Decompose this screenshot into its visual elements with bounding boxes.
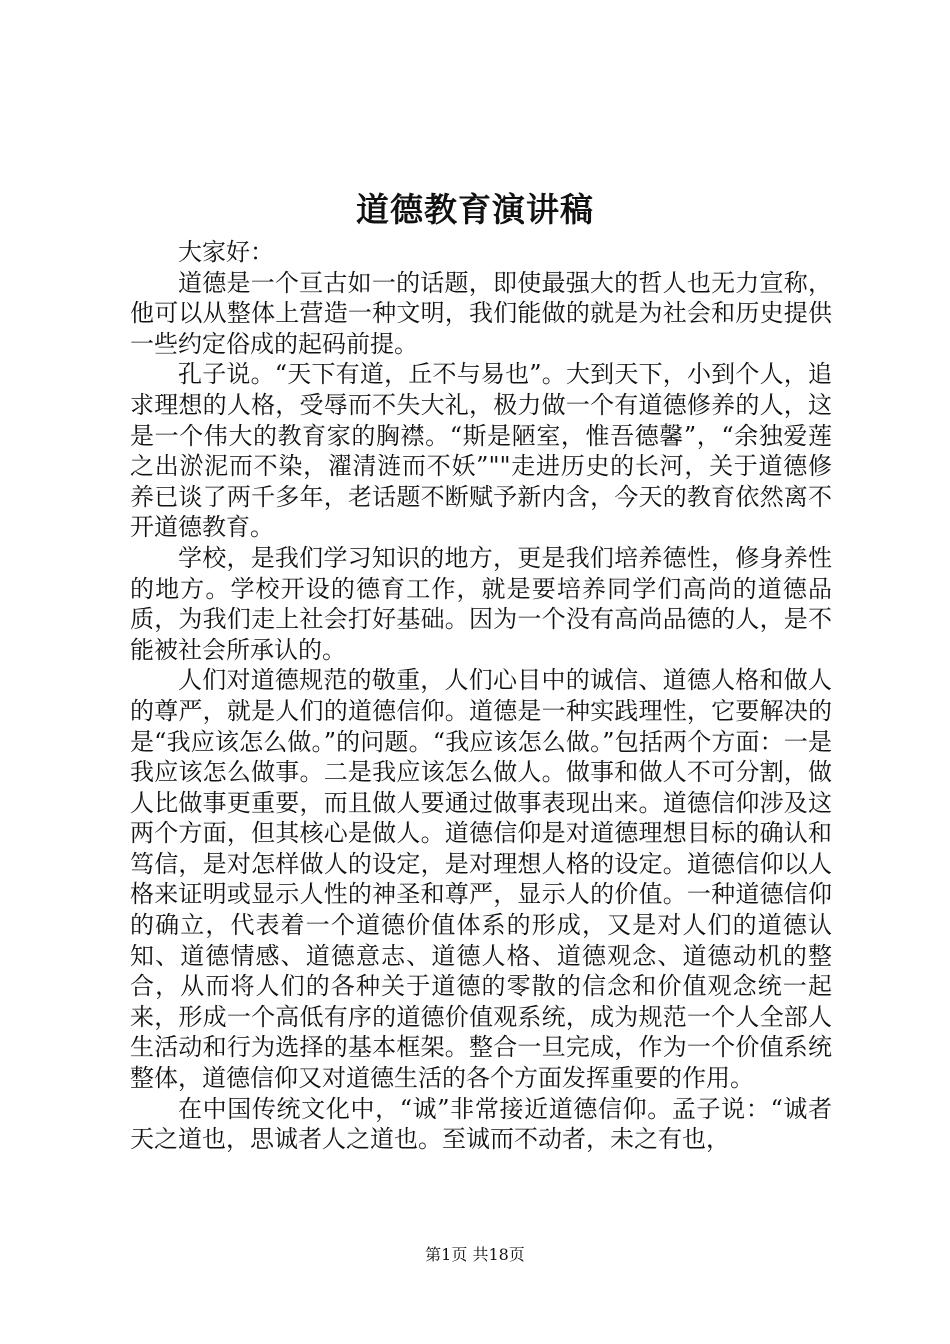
page-number-footer: 第1页 共18页 (425, 1245, 525, 1264)
body-paragraph: 道德是一个亘古如一的话题，即使最强大的哲人也无力宣称，他可以从整体上营造一种文明，我们能做的就是为社会和历史提供一些约定俗成的起码前提。 (130, 268, 832, 358)
document-title: 道德教育演讲稿 (356, 190, 594, 229)
body-paragraph: 人们对道德规范的敬重，人们心目中的诚信、道德人格和做人的尊严，就是人们的道德信仰。道德是一种实践理性，它要解决的是“我应该怎么做。”的问题。“我应该怎么做。”包括两个方面：一是我应该怎么做事。二是我应该怎么做人。做事和做人不可分割，做人比做事更重要，而且做人要通过做事表现出来。道德信仰涉及这两个方面，但其核心是做人。道德信仰是对道德理想目标的确认和笃信，是对怎样做人的设定，是对理想人格的设定。道德信仰以人格来证明或显示人性的神圣和尊严，显示人的价值。一种道德信仰的确立，代表着一个道德价值体系的形成，又是对人们的道德认知、道德情感、道德意志、道德人格、道德观念、道德动机的整合，从而将人们的各种关于道德的零散的信念和价值观念统一起来，形成一个高低有序的道德价值观系统，成为规范一个人全部人生活动和行为选择的基本框架。整合一旦完成，作为一个价值系统整体，道德信仰又对道德生活的各个方面发挥重要的作用。 (130, 666, 832, 1093)
body-paragraph: 学校，是我们学习知识的地方，更是我们培养德性，修身养性的地方。学校开设的德育工作，就是要培养同学们高尚的道德品质，为我们走上社会打好基础。因为一个没有高尚品德的人，是不能被社会所承认的。 (130, 543, 832, 664)
body-paragraph: 孔子说。“天下有道，丘不与易也”。大到天下，小到个人，追求理想的人格，受辱而不失大礼，极力做一个有道德修养的人，这是一个伟大的教育家的胸襟。“斯是陋室，惟吾德馨”，“余独爱莲之出淤泥而不染，濯清涟而不妖”""走进历史的长河，关于道德修养已谈了两千多年，老话题不断赋予新内含，今天的教育依然离不开道德教育。 (130, 360, 832, 542)
document-body (130, 237, 832, 1155)
body-paragraph: 在中国传统文化中，“诚”非常接近道德信仰。孟子说：“诚者天之道也，思诚者人之道也。至诚而不动者，未之有也， (130, 1094, 832, 1154)
greeting-paragraph: 大家好： (178, 238, 274, 266)
